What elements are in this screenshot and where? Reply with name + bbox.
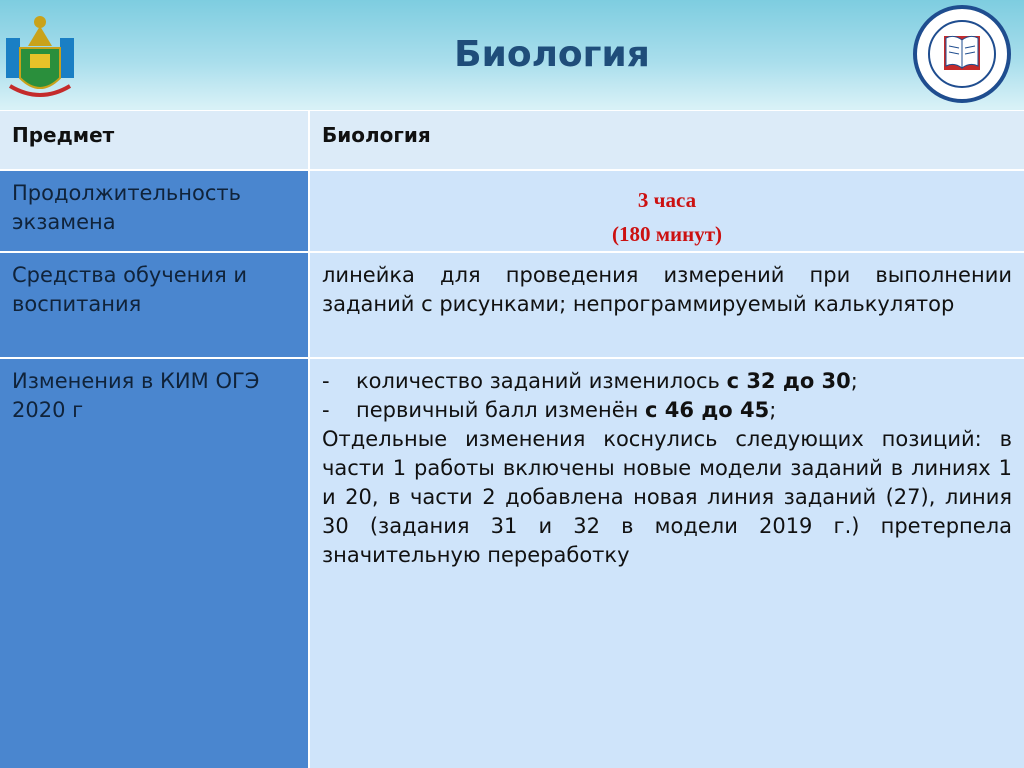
bullet-text: первичный балл изменён с 46 до 45;: [356, 398, 777, 422]
changes-label: Изменения в КИМ ОГЭ 2020 г: [12, 369, 260, 422]
table-cell-value: [308, 111, 1024, 169]
table-row-tools: [0, 253, 1024, 359]
ministry-seal-icon: [900, 4, 1020, 104]
tools-label: Средства обучения и воспитания: [12, 263, 248, 316]
bullet-highlight: с 46 до 45: [645, 398, 770, 422]
exam-info-table: [0, 110, 1024, 768]
table-row-duration: [0, 171, 1024, 253]
bullet-dash: -: [322, 398, 330, 422]
table-cell-value: [308, 171, 1024, 251]
table-row-subject: [0, 111, 1024, 171]
table-cell-value: [308, 253, 1024, 357]
slide-header: [0, 0, 1024, 110]
table-cell-label: [0, 171, 308, 251]
subject-label: Предмет: [12, 123, 115, 147]
changes-paragraph: Отдельные изменения коснулись следующих позиций: в части 1 работы включены новые модели заданий в линиях 1 и 20, в части 2 добавлена новая линия заданий (27), линия 30 (задания 31 и 32 в модели 2019 г.) претерпела значительную переработку: [322, 427, 1012, 567]
duration-hours: 3 часа: [637, 188, 697, 212]
bullet-highlight: с 32 до 30: [726, 369, 851, 393]
tools-value: линейка для проведения измерений при выполнении заданий с рисунками; непрограммируемый калькулятор: [322, 263, 1012, 316]
table-row-changes: [0, 359, 1024, 768]
subject-value: Биология: [322, 123, 431, 147]
table-cell-label: [0, 111, 308, 169]
bullet-text: количество заданий изменилось с 32 до 30;: [356, 369, 858, 393]
list-item: [322, 396, 1012, 425]
duration-label: Продолжительность экзамена: [12, 181, 242, 234]
list-item: [322, 367, 1012, 396]
table-cell-label: [0, 359, 308, 768]
table-cell-label: [0, 253, 308, 357]
duration-minutes: (180 минут): [611, 222, 723, 246]
page-title: Биология: [454, 34, 650, 75]
bullet-dash: -: [322, 369, 330, 393]
table-cell-value: [308, 359, 1024, 768]
